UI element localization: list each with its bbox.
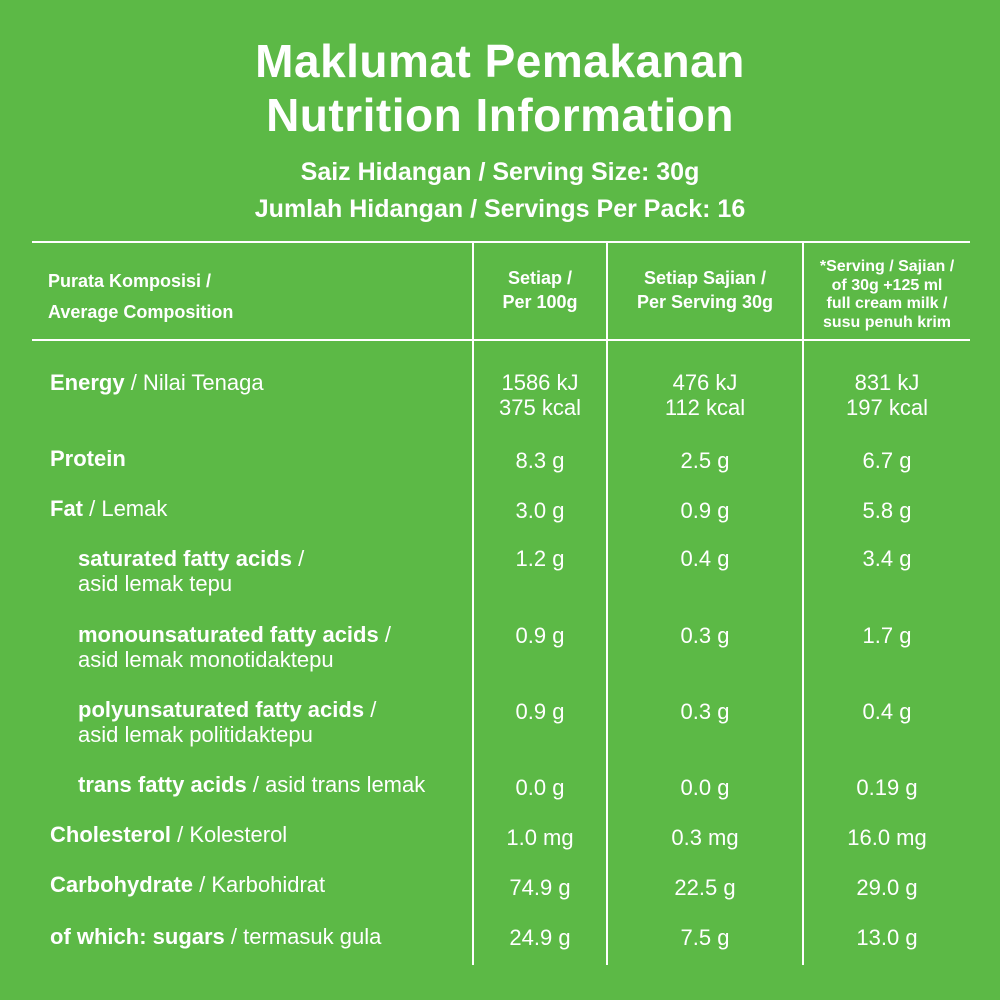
header-line: Average Composition — [48, 302, 234, 322]
column-header-composition — [48, 266, 233, 328]
title-english: Nutrition Information — [266, 89, 734, 141]
servings-per-pack: Jumlah Hidangan / Servings Per Pack: 16 — [254, 195, 746, 223]
value-per-serving: 0.4 g — [680, 546, 730, 571]
column-header-per-serving — [608, 266, 802, 314]
value-per-100g: 24.9 g — [509, 925, 571, 950]
label-rest: / — [364, 697, 377, 722]
value-per-serving: 0.0 g — [680, 775, 730, 800]
table-header-rule — [32, 339, 970, 341]
label-rest: / Nilai Tenaga — [124, 370, 264, 395]
value-per-100g: 1586 kJ 375 kcal — [499, 370, 581, 420]
row-label — [50, 496, 167, 521]
value-per-serving: 476 kJ 112 kcal — [664, 370, 746, 420]
label-bold: monounsaturated fatty acids — [78, 622, 379, 647]
value-with-milk: 13.0 g — [856, 925, 918, 950]
label-line2: asid lemak monotidaktepu — [78, 647, 334, 672]
header-line: Purata Komposisi / — [48, 271, 212, 291]
header-line: Per Serving 30g — [636, 292, 774, 312]
value-with-milk: 0.4 g — [862, 699, 912, 724]
value-per-serving: 22.5 g — [674, 875, 736, 900]
label-bold: Protein — [50, 446, 126, 471]
row-label — [78, 622, 391, 672]
header-line: Setiap / — [507, 268, 573, 288]
column-divider — [802, 241, 804, 965]
row-label — [78, 546, 304, 596]
label-bold: of which: sugars — [50, 924, 225, 949]
value-per-serving: 7.5 g — [680, 925, 730, 950]
label-bold: Energy — [50, 370, 125, 395]
value-per-100g: 1.2 g — [515, 546, 565, 571]
value-per-serving: 0.3 g — [680, 623, 730, 648]
value-with-milk: 0.19 g — [856, 775, 918, 800]
column-divider — [472, 241, 474, 965]
value-per-serving: 0.9 g — [680, 498, 730, 523]
label-rest: / Lemak — [83, 496, 168, 521]
value-with-milk: 3.4 g — [862, 546, 912, 571]
column-divider — [606, 241, 608, 965]
value-with-milk: 16.0 mg — [847, 825, 927, 850]
value-with-milk: 1.7 g — [862, 623, 912, 648]
value-per-100g: 74.9 g — [509, 875, 571, 900]
value-per-100g: 0.9 g — [515, 623, 565, 648]
label-bold: trans fatty acids — [78, 772, 247, 797]
label-bold: Cholesterol — [50, 822, 172, 847]
value-per-100g: 1.0 mg — [506, 825, 574, 850]
header-line: Per 100g — [502, 292, 578, 312]
label-rest: / asid trans lemak — [246, 772, 426, 797]
header-line: susu penuh krim — [822, 313, 952, 331]
label-bold: Carbohydrate — [50, 872, 194, 897]
label-rest: / — [291, 546, 305, 571]
row-label — [50, 924, 381, 949]
column-header-with-milk — [804, 258, 970, 332]
column-header-per-100g — [474, 266, 606, 314]
value-per-serving: 0.3 mg — [671, 825, 739, 850]
label-rest: / — [378, 622, 391, 647]
serving-size: Saiz Hidangan / Serving Size: 30g — [300, 158, 700, 186]
row-label — [78, 697, 376, 747]
header-line: full cream milk / — [826, 295, 948, 312]
label-bold: saturated fatty acids — [78, 546, 292, 571]
row-label — [50, 370, 264, 395]
label-rest: / Kolesterol — [171, 822, 288, 847]
value-per-100g: 8.3 g — [515, 448, 565, 473]
value-per-100g: 0.0 g — [515, 775, 565, 800]
value-per-100g: 3.0 g — [515, 498, 565, 523]
row-label — [50, 822, 287, 847]
label-bold: Fat — [50, 496, 83, 521]
label-line2: asid lemak tepu — [78, 571, 233, 596]
row-label — [50, 446, 126, 471]
value-per-100g: 0.9 g — [515, 699, 565, 724]
header-line: Setiap Sajian / — [643, 268, 767, 288]
value-per-serving: 0.3 g — [680, 699, 730, 724]
value-per-serving: 2.5 g — [680, 448, 730, 473]
header-line: *Serving / Sajian / — [819, 258, 955, 275]
label-line2: asid lemak politidaktepu — [78, 722, 313, 747]
value-with-milk: 6.7 g — [862, 448, 912, 473]
value-with-milk: 29.0 g — [856, 875, 918, 900]
title-malay: Maklumat Pemakanan — [255, 35, 745, 87]
label-rest: / termasuk gula — [224, 924, 382, 949]
value-with-milk: 5.8 g — [862, 498, 912, 523]
label-rest: / Karbohidrat — [193, 872, 326, 897]
row-label — [78, 772, 425, 797]
header-line: of 30g +125 ml — [831, 276, 943, 294]
label-bold: polyunsaturated fatty acids — [78, 697, 365, 722]
row-label — [50, 872, 325, 897]
value-with-milk: 831 kJ 197 kcal — [846, 370, 928, 420]
table-top-rule — [32, 241, 970, 243]
